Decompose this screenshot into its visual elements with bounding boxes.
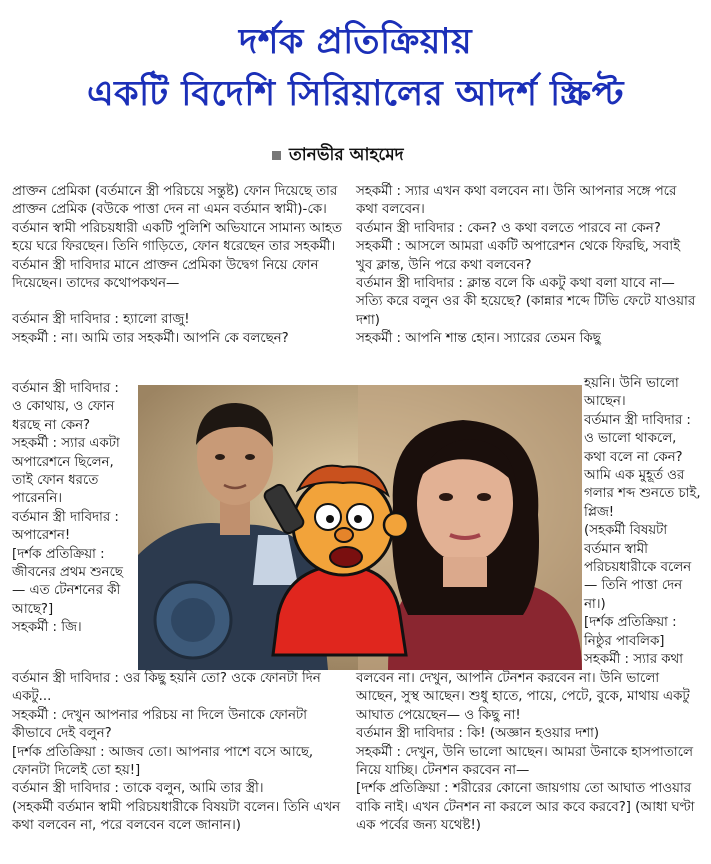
paragraph: সহকর্মী : দেখুন আপনার পরিচয় না দিলে উনাকে ফোনটা কীভাবে দেই বলুন? [12,707,308,742]
left-column-top [12,183,348,348]
paragraph: প্রাক্তন প্রেমিকা (বর্তমানে স্ত্রী পরিচয়ে সন্তুষ্ট) ফোন দিয়েছে তার প্রাক্তন প্রেমিক (বউকে পাত্তা দেন না এমন বর্তমান স্বামী)-কে। বর্তমান স্বামী পরিচয়ধারী একটি পুলিশি অভিযানে সামান্য আহত হয়ে ঘরে ফিরছেন। তিনি গাড়িতে, ফোন ধরেছেন তার সহকর্মী। বর্তমান স্ত্রী দাবিদার মানে প্রাক্তন প্রেমিকা উদ্বেগ নিয়ে ফোন দিয়েছেন। তাদের কথোপকথন— [12,184,342,292]
paragraph: (সহকর্মী বিষয়টা বর্তমান স্বামী পরিচয়ধারীকে বলেন— তিনি পাত্তা দেন না।) [584,523,692,612]
paragraph: সহকর্মী : স্যার এখন কথা বলবেন না। উনি আপনার সঙ্গে পরে কথা বলবেন। [356,184,677,218]
byline [272,142,404,170]
paragraph: হয়নি। উনি ভালো আছেন। [584,376,679,410]
right-column-bottom [356,670,700,836]
headline-line-2: একটি বিদেশি সিরিয়ালের আদর্শ স্ক্রিপ্ট [87,74,624,114]
right-column-narrow [584,375,702,670]
paragraph: সহকর্মী : স্যার কথা [584,652,683,668]
paragraph: সহকর্মী : না। আমি তার সহকর্মী। আপনি কে বলছেন? [12,330,289,346]
paragraph: বর্তমান স্ত্রী দাবিদার : তাকে বলুন, আমি তার স্ত্রী। [12,781,264,797]
right-column-top [356,183,700,349]
paragraph: বলবেন না। দেখুন, আপনি টেনশন করবেন না। উনি ভালো আছেন, সুস্থ আছেন। শুধু হাতে, পায়ে, পেটে, বুকে, মাথায় একটু আঘাত পেয়েছেন— ও কিছু না! [356,671,690,723]
paragraph: সহকর্মী : স্যার একটা অপারেশনে ছিলেন, তাই ফোন ধরতে পারেননি। [12,436,120,507]
paragraph: [দর্শক প্রতিক্রিয়া : আজব তো। আপনার পাশে বসে আছে, ফোনটা দিলেই তো হয়!] [12,744,314,779]
paragraph: বর্তমান স্ত্রী দাবিদার : ওর কিছু হয়নি তো? ওকে ফোনটা দিন একটু... [12,671,321,705]
left-column-bottom [12,670,350,836]
paragraph: বর্তমান স্ত্রী দাবিদার : ক্লান্ত বলে কি একটু কথা বলা যাবে না— সত্যি করে বলুন ওর কী হয়েছে? (কান্নার শব্দে টিভি ফেটে যাওয়ার দশা) [356,276,696,328]
paragraph: বর্তমান স্ত্রী দাবিদার : ও কোথায়, ও ফোন ধরছে না কেন? [12,381,119,433]
paragraph: বর্তমান স্ত্রী দাবিদার : অপারেশন! [12,509,119,544]
paragraph: বর্তমান স্ত্রী দাবিদার : কেন? ও কথা বলতে পারবে না কেন? [356,220,661,236]
square-bullet-icon [272,151,281,160]
paragraph: সহকর্মী : আপনি শান্ত হোন। স্যারের তেমন কিছু [356,331,601,347]
paragraph: সহকর্মী : আসলে আমরা একটি অপারেশন থেকে ফিরছি, সবাই খুব ক্লান্ত, উনি পরে কথা বলবেন? [356,239,681,273]
paragraph: (সহকর্মী বর্তমান স্বামী পরিচয়ধারীকে বিষয়টা বলেন। তিনি এখন কথা বলবেন না, পরে বলবেন বলে জানান।) [12,799,341,834]
photo-illustration [138,385,582,670]
paragraph: [দর্শক প্রতিক্রিয়া : শরীরের কোনো জায়গায় তো আঘাত পাওয়ার বাকি নাই। এখন টেনশন না করলে আর কবে করবে?] (আধা ঘণ্টা এক পর্বের জন্য যথেষ্ট!) [356,781,695,834]
paragraph: [দর্শক প্রতিক্রিয়া : নিষ্ঠুর পাবলিক] [584,615,677,649]
paragraph: বর্তমান স্ত্রী দাবিদার : হ্যালো রাজু! [12,312,190,328]
author-name: তানভীর আহমেদ [289,145,404,165]
paragraph: সহকর্মী : দেখুন, উনি ভালো আছেন। আমরা উনাকে হাসপাতালে নিয়ে যাচ্ছি। টেনশন করবেন না— [356,744,693,779]
paragraph: সহকর্মী : জি। [12,620,82,636]
paragraph: [দর্শক প্রতিক্রিয়া : জীবনের প্রথম শুনছে— এত টেনশনের কী আছে?] [12,546,123,617]
paragraph-gap [12,293,348,311]
paragraph: বর্তমান স্ত্রী দাবিদার : ও ভালো থাকলে, কথা বলে না কেন? আমি এক মুহূর্ত ওর গলার শব্দ শুনতে চাই, প্লিজ! [584,412,701,520]
paragraph: বর্তমান স্ত্রী দাবিদার : কি! (অজ্ঞান হওয়ার দশা) [356,726,600,742]
headline-line-1: দর্শক প্রতিক্রিয়ায় [238,22,473,62]
serial-still-photo [138,385,582,670]
left-column-narrow [12,380,132,638]
